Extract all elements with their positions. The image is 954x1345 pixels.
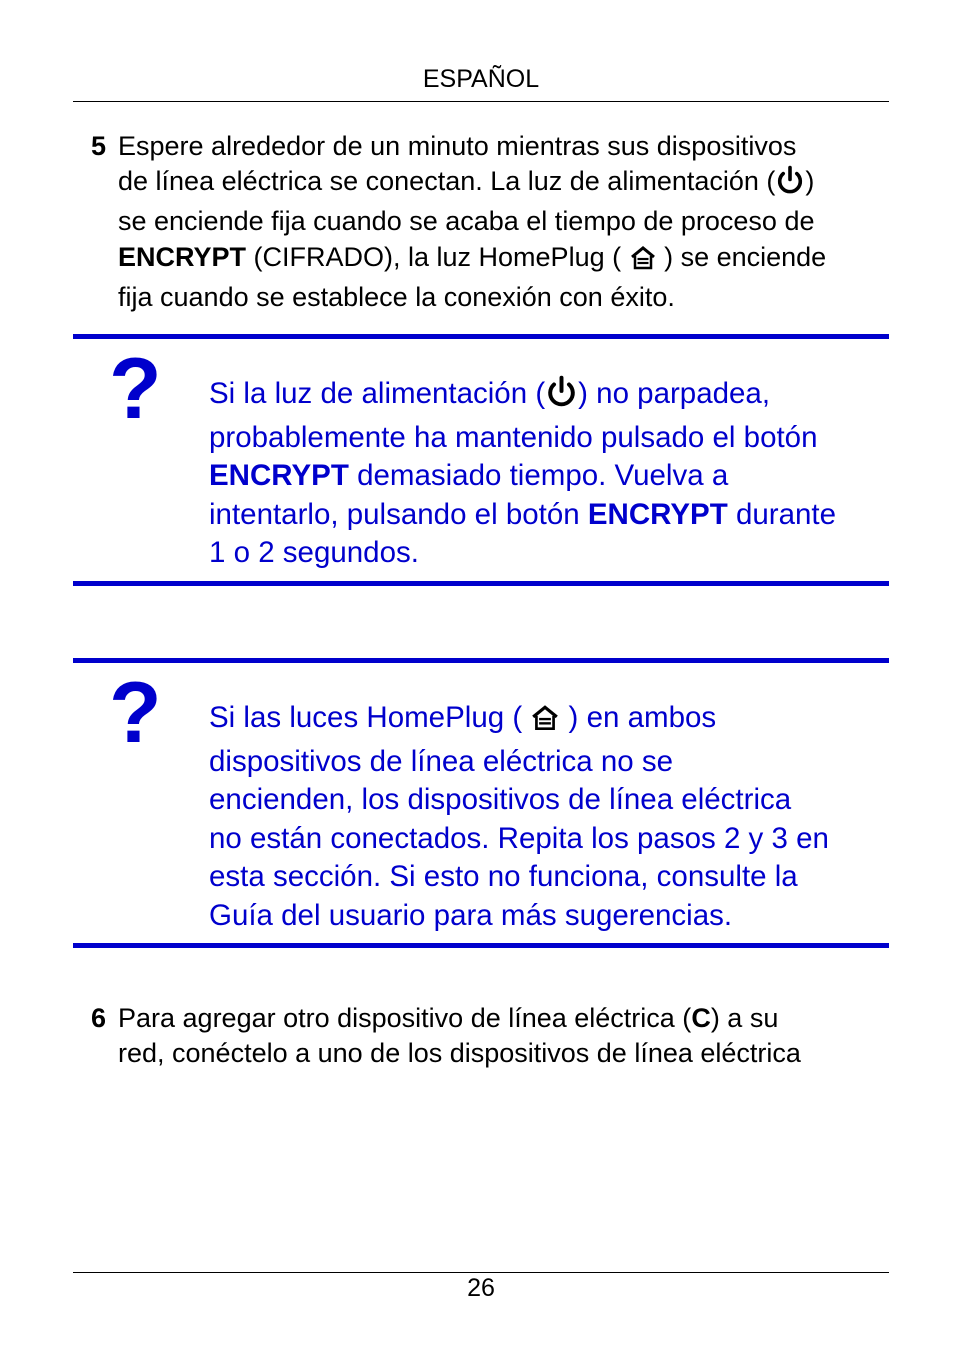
step-5-line-4a: (CIFRADO), la luz HomePlug ( <box>246 241 629 272</box>
step-6-device-c: C <box>691 1003 711 1033</box>
note-2-text <box>209 699 899 935</box>
step-5-encrypt: ENCRYPT <box>118 241 247 272</box>
note-1-line-4b: durante <box>727 497 836 531</box>
note-1-text <box>209 375 899 573</box>
step-number: 5 <box>91 131 107 161</box>
step-5-line-3: se enciende fija cuando se acaba el tiempo de proceso de <box>118 206 815 237</box>
note-2-line-6: Guía del usuario para más sugerencias. <box>209 898 733 932</box>
note-1-line-4a: intentarlo, pulsando el botón <box>209 497 588 531</box>
homeplug-icon <box>629 245 657 280</box>
note-1-encrypt: ENCRYPT <box>209 459 349 492</box>
step-5-line-2b: ) <box>805 166 815 197</box>
note-2-bottom-bar <box>73 943 889 948</box>
step-5-line-1: Espere alrededor de un minuto mientras sus dispositivos <box>118 131 797 161</box>
step-5-line-2a: de línea eléctrica se conectan. La luz de alimentación ( <box>118 166 776 197</box>
question-mark-icon: ? <box>109 665 162 761</box>
power-icon <box>775 165 805 204</box>
note-2-line-4: no están conectados. Repita los pasos 2 y 3 en <box>209 821 829 855</box>
note-2-line-2: dispositivos de línea eléctrica no se <box>209 744 674 778</box>
note-2-line-5: esta sección. Si esto no funciona, consulte la <box>209 860 798 893</box>
step-5-line-5: fija cuando se establece la conexión con éxito. <box>118 281 675 312</box>
step-6-line-1b: ) a su <box>710 1003 779 1033</box>
step-6 <box>91 1001 891 1071</box>
page-number: 26 <box>467 1274 495 1302</box>
question-mark-icon: ? <box>109 341 162 437</box>
homeplug-icon <box>530 704 560 743</box>
step-5-line-4b: ) se enciende <box>656 241 827 272</box>
header-language: ESPAÑOL <box>422 65 540 93</box>
step-6-line-1a: Para agregar otro dispositivo de línea eléctrica ( <box>118 1003 692 1033</box>
note-1-line-3: demasiado tiempo. Vuelva a <box>348 459 729 492</box>
step-number: 6 <box>91 1003 107 1033</box>
step-5-text <box>118 129 891 315</box>
power-icon <box>545 375 578 419</box>
step-6-line-2: red, conéctelo a uno de los dispositivos de línea eléctrica <box>118 1038 801 1069</box>
note-1-top-bar <box>73 334 889 339</box>
note-1-line-1a: Si la luz de alimentación ( <box>209 377 546 410</box>
header-rule <box>73 101 889 102</box>
note-1-line-1b: ) no parpadea, <box>578 377 771 410</box>
note-2-top-bar <box>73 658 889 663</box>
note-1-line-2: probablemente ha mantenido pulsado el botón <box>209 420 818 454</box>
step-5 <box>91 129 891 315</box>
note-1-line-5: 1 o 2 segundos. <box>209 536 419 569</box>
note-1-bottom-bar <box>73 581 889 586</box>
note-2-line-1b: ) en ambos <box>560 701 717 734</box>
note-2-line-3: encienden, los dispositivos de línea eléctrica <box>209 783 792 816</box>
note-2-line-1a: Si las luces HomePlug ( <box>209 701 531 734</box>
step-6-text <box>118 1001 891 1071</box>
note-1-encrypt-2: ENCRYPT <box>587 497 728 531</box>
